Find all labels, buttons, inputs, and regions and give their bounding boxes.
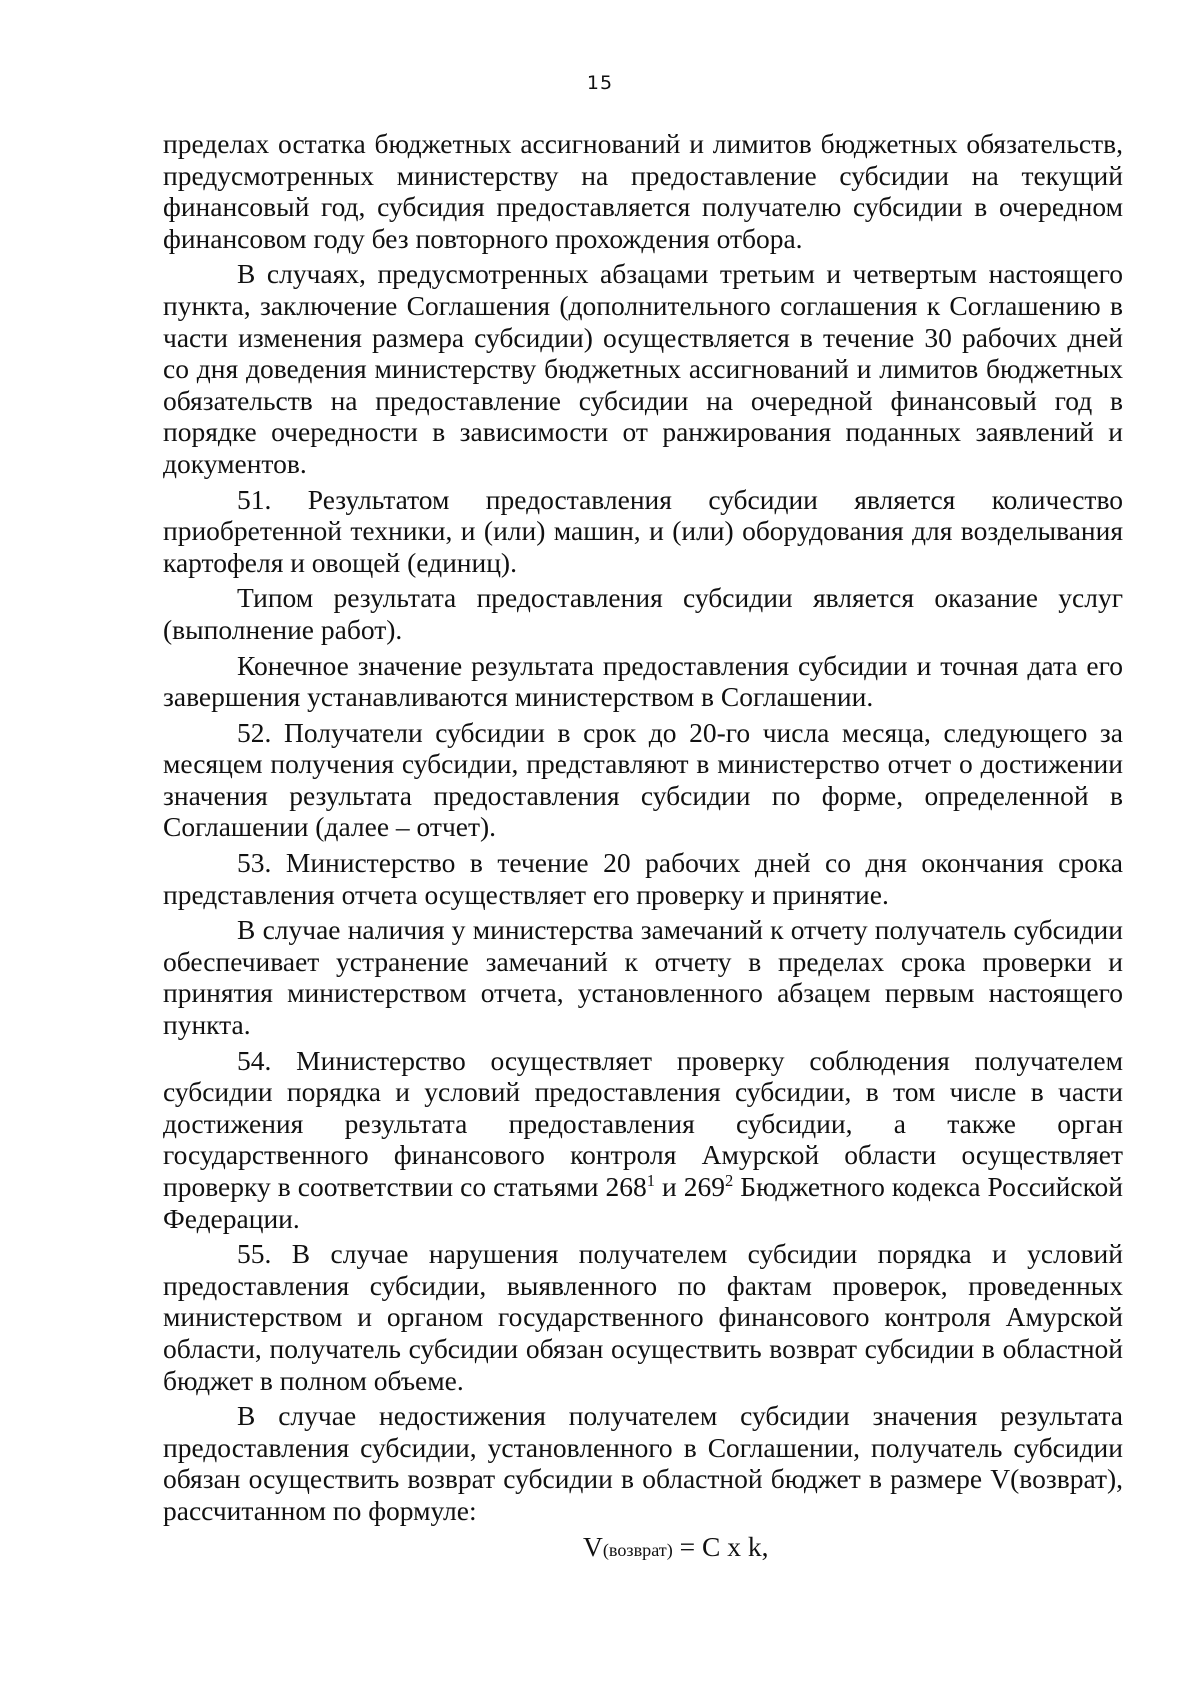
paragraph-51: 51. Результатом предоставления субсидии является количество приобретенной техники, и (или) машин, и (или) оборудования для возделывания картофеля и овощей (единиц). (163, 483, 1123, 578)
paragraph: В случае недостижения получателем субсидии значения результата предоставления субсидии, установленного в Соглашении, получатель субсидии обязан осуществить возврат субсидии в областной бюджет в размере V(возврат), рассчитанном по формуле: (163, 1400, 1123, 1526)
paragraph: Конечное значение результата предоставления субсидии и точная дата его завершения устанавливаются министерством в Соглашении. (163, 649, 1123, 713)
formula-subscript: (возврат) (602, 1539, 673, 1560)
page-number: 15 (586, 72, 614, 94)
formula (163, 1531, 1123, 1567)
paragraph-54 (163, 1045, 1123, 1235)
superscript: 2 (725, 1170, 734, 1190)
formula-rhs: = C x k, (672, 1530, 769, 1562)
paragraph-54-text-middle: и 269 (655, 1171, 726, 1202)
paragraph-52: 52. Получатели субсидии в срок до 20-го числа месяца, следующего за месяцем получения субсидии, представляют в министерство отчет о достижении значения результата предоставления субсидии по форме, определенной в Соглашении (далее – отчет). (163, 716, 1123, 843)
paragraph: В случаях, предусмотренных абзацами третьим и четвертым настоящего пункта, заключение Соглашения (дополнительного соглашения к Соглашению в части изменения размера субсидии) осуществляется в течение 30 рабочих дней со дня доведения министерству бюджетных ассигнований и лимитов бюджетных обязательств на предоставление субсидии на очередной финансовый год в порядке очередности в зависимости от ранжирования поданных заявлений и документов. (163, 258, 1123, 479)
document-body (163, 128, 1123, 1566)
superscript: 1 (646, 1170, 656, 1190)
paragraph: Типом результата предоставления субсидии является оказание услуг (выполнение работ). (163, 582, 1123, 645)
paragraph-54-text-end: Бюджетного кодекса Российской Федерации. (163, 1171, 1124, 1234)
paragraph-55: 55. В случае нарушения получателем субсидии порядка и условий предоставления субсидии, выявленного по фактам проверок, проведенных министерством и органом государственного финансового контроля Амурской области, получатель субсидии обязан осуществить возврат субсидии в областной бюджет в полном объеме. (163, 1238, 1123, 1396)
formula-lhs: V (583, 1530, 603, 1562)
paragraph: пределах остатка бюджетных ассигнований и лимитов бюджетных обязательств, предусмотренных министерству на предоставление субсидии на текущий финансовый год, субсидия предоставляется получателю субсидии в очередном финансовом году без повторного прохождения отбора. (163, 128, 1123, 254)
paragraph-54-text-start: 54. Министерство осуществляет проверку соблюдения получателем субсидии порядка и условий предоставления субсидии, в том числе в части достижения результата предоставления субсидии, а также орган государственного финансового контроля Амурской области осуществляет проверку в соответствии со статьями 268 (163, 1044, 1123, 1202)
paragraph: В случае наличия у министерства замечаний к отчету получатель субсидии обеспечивает устранение замечаний к отчету в пределах срока проверки и принятия министерством отчета, установленного абзацем первым настоящего пункта. (163, 914, 1123, 1041)
paragraph-53: 53. Министерство в течение 20 рабочих дней со дня окончания срока представления отчета осуществляет его проверку и принятие. (163, 847, 1123, 910)
